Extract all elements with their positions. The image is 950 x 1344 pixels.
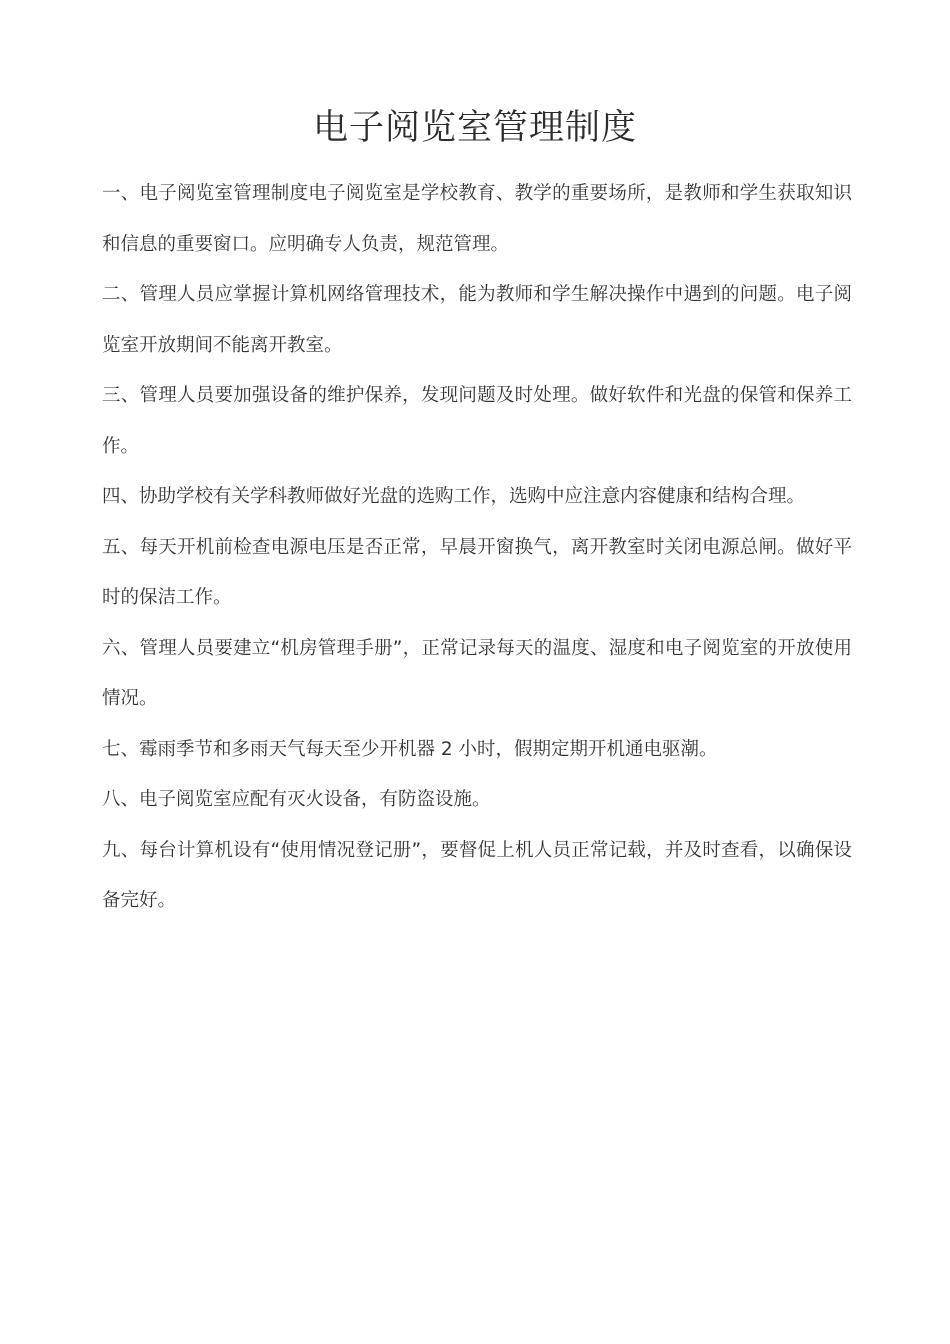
- paragraph-4: 四、协助学校有关学科教师做好光盘的选购工作，选购中应注意内容健康和结构合理。: [102, 486, 806, 507]
- paragraph-5: 五、每天开机前检查电源电压是否正常，早晨开窗换气，离开教室时关闭电源总闸。做好平时的保洁工作。: [102, 536, 852, 608]
- paragraph-8: 八、电子阅览室应配有灭火设备，有防盗设施。: [102, 789, 491, 810]
- paragraph-9: 九、每台计算机设有“使用情况登记册”，要督促上机人员正常记载，并及时查看，以确保设备完好。: [102, 839, 852, 911]
- paragraph-3: 三、管理人员要加强设备的维护保养，发现问题及时处理。做好软件和光盘的保管和保养工作。: [102, 385, 852, 457]
- paragraph-7: 七、霉雨季节和多雨天气每天至少开机器 2 小时，假期定期开机通电驱潮。: [102, 738, 718, 760]
- paragraph-2: 二、管理人员应掌握计算机网络管理技术，能为教师和学生解决操作中遇到的问题。电子阅览室开放期间不能离开教室。: [102, 284, 852, 356]
- document-body: [102, 169, 852, 927]
- paragraph-6: 六、管理人员要建立“机房管理手册”，正常记录每天的温度、湿度和电子阅览室的开放使用情况。: [102, 637, 852, 709]
- paragraph-1: 一、电子阅览室管理制度电子阅览室是学校教育、教学的重要场所，是教师和学生获取知识和信息的重要窗口。应明确专人负责，规范管理。: [102, 183, 852, 255]
- document-title: 电子阅览室管理制度: [312, 108, 637, 148]
